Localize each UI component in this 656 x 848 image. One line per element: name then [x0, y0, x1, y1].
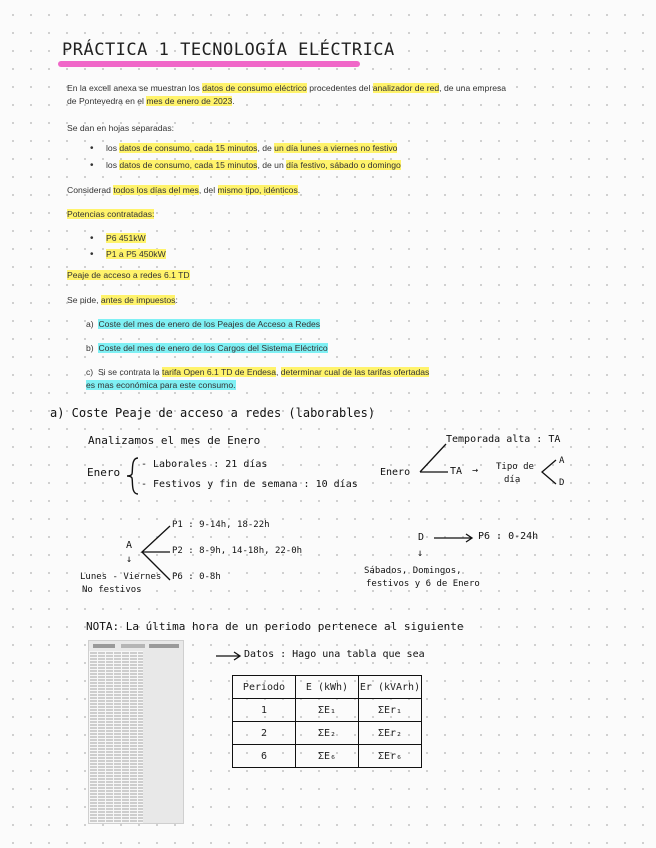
page-title: PRÁCTICA 1 TECNOLOGÍA ELÉCTRICA: [62, 40, 395, 60]
table-cell: ΣEr₂: [359, 722, 422, 745]
contracted-power-label: Potencias contratadas:: [67, 209, 155, 219]
table-cell: ΣEr₆: [359, 745, 422, 768]
question-c: c) Si se contrata la tarifa Open 6.1 TD de Endesa, determinar cual de las tarifas ofertadas: [86, 367, 430, 377]
table-row: [233, 699, 422, 722]
section-a-heading: a) Coste Peaje de acceso a redes (laborables): [50, 406, 376, 420]
arrow-icon: [214, 651, 244, 661]
workdays-line: - Laborales : 21 días: [141, 459, 268, 470]
table-header-row: [233, 676, 422, 699]
day-type-a: A: [559, 456, 565, 466]
table-cell: 2: [233, 722, 296, 745]
column-header-reactive-energy: Er (kVArh): [359, 676, 422, 699]
sheets-text: Se dan en hojas separadas:: [67, 123, 175, 133]
period-p2: P2 : 8-9h, 14-18h, 22-0h: [172, 546, 303, 556]
brace-icon: [126, 456, 140, 496]
table-row: [233, 745, 422, 768]
no-holiday-label: No festivos: [82, 585, 142, 595]
note-line: NOTA: La última hora de un periodo pertenece al siguiente: [86, 620, 464, 633]
day-type-label-2: día: [504, 475, 521, 485]
day-type-label: Tipo de: [496, 462, 534, 472]
holidays-january-label: festivos y 6 de Enero: [366, 579, 480, 589]
sheets-list: [86, 142, 506, 172]
intro-paragraph: En la excell anexa se muestran los datos de consumo eléctrico procedentes del analizador de red, de una empresa de Pontevedra en el mes de enero de 2023.: [67, 83, 507, 106]
data-table-caption: Datos : Hago una tabla que sea: [244, 649, 425, 660]
enero-label: Enero: [87, 466, 121, 479]
table-cell: 1: [233, 699, 296, 722]
season-enero-label: Enero: [380, 467, 411, 478]
list-item: • los datos de consumo, cada 15 minutos, de un día lunes a viernes no festivo: [86, 142, 506, 155]
period-p1: P1 : 9-14h, 18-22h: [172, 520, 270, 530]
table-cell: ΣE₂: [296, 722, 359, 745]
consider-text: Considerad todos los días del mes, del mismo tipo, idénticos.: [67, 185, 301, 195]
periods-table: [232, 675, 422, 768]
table-cell: 6: [233, 745, 296, 768]
question-b: b) Coste del mes de enero de los Cargos del Sistema Eléctrico: [86, 343, 328, 353]
season-ta-label: TA: [450, 466, 463, 477]
arrow-icon: →: [472, 465, 479, 476]
down-arrow-icon: ↓: [417, 548, 424, 559]
season-branch-lines: [418, 440, 450, 476]
column-header-period: Periodo: [233, 676, 296, 699]
type-d-letter: D: [418, 532, 425, 543]
title-underline: [58, 61, 360, 67]
question-a: a) Coste del mes de enero de los Peajes de Acceso a Redes: [86, 319, 321, 329]
analysis-line: Analizamos el mes de Enero: [88, 434, 261, 447]
column-header-energy: E (kWh): [296, 676, 359, 699]
table-cell: ΣE₆: [296, 745, 359, 768]
season-high-label: Temporada alta : TA: [446, 434, 561, 445]
power-list: [86, 232, 166, 261]
list-item: • los datos de consumo, cada 15 minutos, de un día festivo, sábado o domingo: [86, 159, 506, 172]
tariff-label: Peaje de acceso a redes 6.1 TD: [67, 270, 190, 280]
table-row: [233, 722, 422, 745]
spreadsheet-thumbnail: [88, 640, 184, 824]
weekday-label: Lunes - Viernes: [80, 572, 162, 582]
down-arrow-icon: ↓: [126, 554, 133, 565]
day-type-branch-lines: [540, 458, 558, 486]
list-item: • P6 451kW: [86, 232, 166, 245]
table-cell: ΣEr₁: [359, 699, 422, 722]
table-cell: ΣE₁: [296, 699, 359, 722]
list-item: • P1 a P5 450kW: [86, 248, 166, 261]
arrow-icon: [432, 533, 476, 543]
period-p6-all-day: P6 : 0-24h: [478, 531, 539, 542]
type-a-letter: A: [126, 540, 133, 551]
period-p6: P6 : 0-8h: [172, 572, 221, 582]
holidays-line: - Festivos y fin de semana : 10 días: [141, 479, 358, 490]
day-type-d: D: [559, 478, 565, 488]
asked-text: Se pide, antes de impuestos:: [67, 295, 178, 305]
weekend-label: Sábados, Domingos,: [364, 566, 462, 576]
question-c-continued: es mas económica para este consumo.: [86, 380, 236, 390]
